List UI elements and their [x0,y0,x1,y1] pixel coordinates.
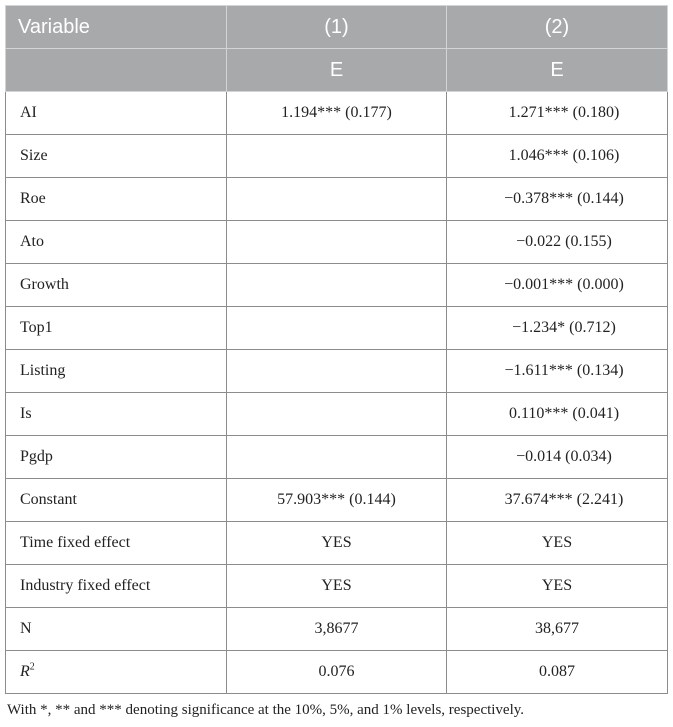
row-col2: 0.087 [447,651,668,694]
table-row [6,436,668,479]
row-col1 [227,350,447,393]
header-col2-dependent: E [447,49,668,92]
row-col2: 1.046*** (0.106) [447,135,668,178]
table-row [6,178,668,221]
row-col1: 1.194*** (0.177) [227,92,447,135]
row-variable: Time fixed effect [6,522,227,565]
table-row [6,565,668,608]
table-row [6,264,668,307]
table-row-r-squared [6,651,668,694]
row-col1: YES [227,565,447,608]
header-empty-cell [6,49,227,92]
row-variable: Growth [6,264,227,307]
row-variable: Constant [6,479,227,522]
row-variable: Pgdp [6,436,227,479]
header-row-columns [6,6,668,49]
row-variable-r-squared [6,651,227,694]
table-row [6,608,668,651]
row-variable: Size [6,135,227,178]
row-col1 [227,178,447,221]
row-col1 [227,307,447,350]
row-col2: −1.611*** (0.134) [447,350,668,393]
row-col2: YES [447,522,668,565]
row-col1 [227,264,447,307]
row-col2: −0.378*** (0.144) [447,178,668,221]
footnote: With *, ** and *** denoting significance at the 10%, 5%, and 1% levels, respectively. [7,702,525,718]
row-variable: N [6,608,227,651]
row-col2: −0.014 (0.034) [447,436,668,479]
row-col2: −1.234* (0.712) [447,307,668,350]
row-col2: −0.001*** (0.000) [447,264,668,307]
header-col1-dependent: E [227,49,447,92]
row-col1: 0.076 [227,651,447,694]
row-variable: Is [6,393,227,436]
r-squared-symbol: R [20,663,30,680]
row-col1: 57.903*** (0.144) [227,479,447,522]
table-row [6,307,668,350]
table-row [6,92,668,135]
row-variable: Top1 [6,307,227,350]
header-col2: (2) [447,6,668,49]
row-col2: 37.674*** (2.241) [447,479,668,522]
row-col1 [227,436,447,479]
row-col1 [227,221,447,264]
row-variable: AI [6,92,227,135]
row-variable: Ato [6,221,227,264]
r-squared-exponent: 2 [29,661,35,673]
row-col2: 1.271*** (0.180) [447,92,668,135]
row-col1 [227,393,447,436]
row-col1 [227,135,447,178]
table-row [6,221,668,264]
row-col1: 3,8677 [227,608,447,651]
table-row [6,135,668,178]
header-col1: (1) [227,6,447,49]
row-variable: Industry fixed effect [6,565,227,608]
row-col2: 38,677 [447,608,668,651]
row-variable: Roe [6,178,227,221]
table-body [6,92,668,694]
header-row-dependent [6,49,668,92]
row-col2: −0.022 (0.155) [447,221,668,264]
table-row [6,479,668,522]
header-variable: Variable [6,6,227,49]
row-col2: YES [447,565,668,608]
table-row [6,522,668,565]
row-col2: 0.110*** (0.041) [447,393,668,436]
row-col1: YES [227,522,447,565]
table-row [6,350,668,393]
row-variable: Listing [6,350,227,393]
table-row [6,393,668,436]
regression-table [5,5,668,694]
